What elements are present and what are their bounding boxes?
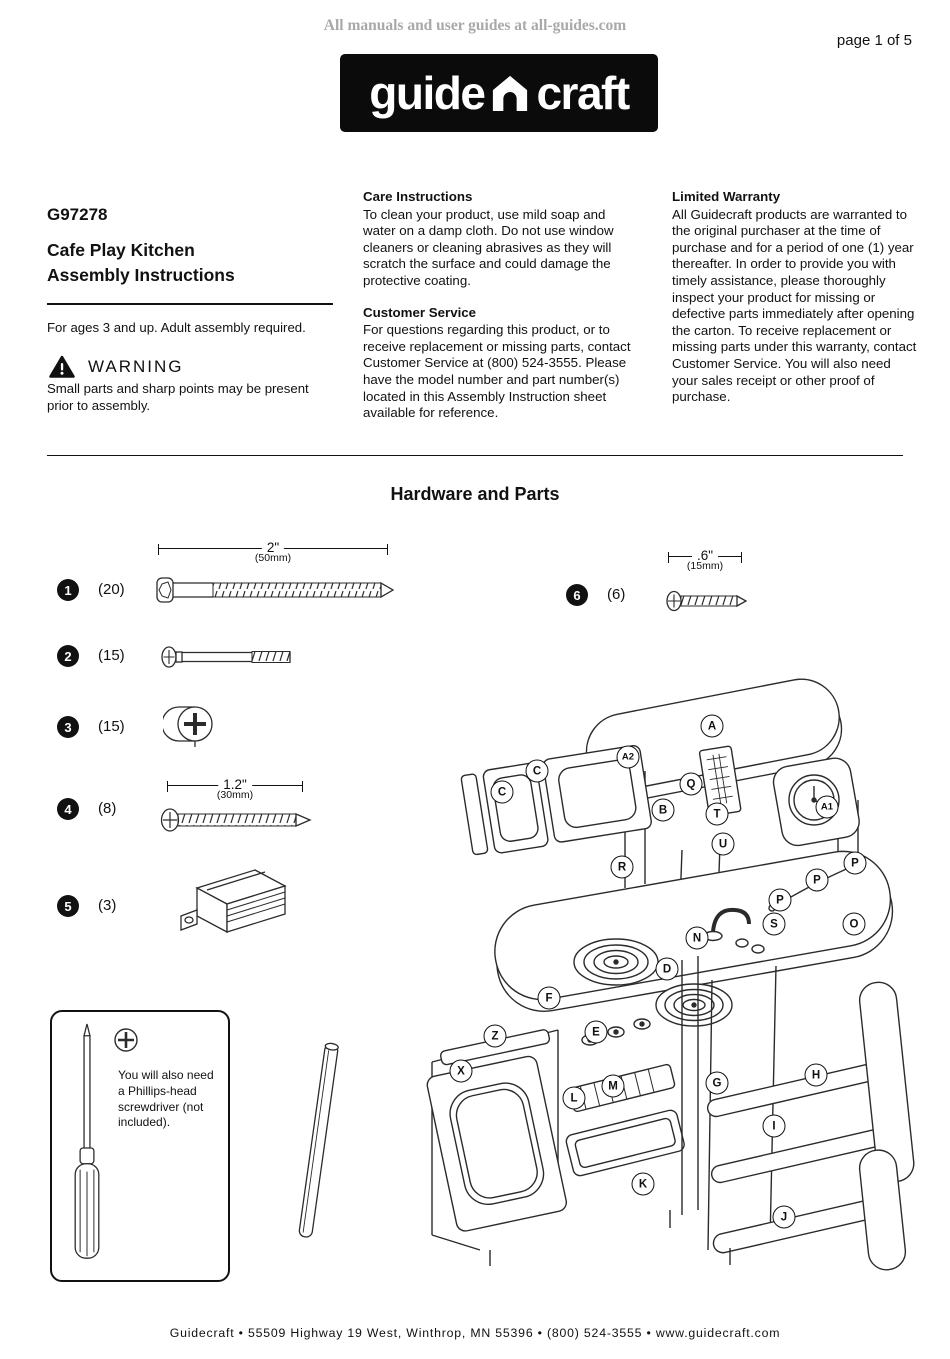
dimension-mm-1: (50mm) bbox=[254, 552, 292, 564]
warning-text: Small parts and sharp points may be present prior to assembly. bbox=[47, 381, 309, 413]
part-callout-P: P bbox=[844, 852, 867, 875]
part-callout-S: S bbox=[763, 913, 786, 936]
dimension-mm-4: (30mm) bbox=[216, 789, 254, 801]
part-callout-I: I bbox=[763, 1115, 786, 1138]
service-body: For questions regarding this product, or to receive replacement or missing parts, contact Customer Service at (800) 524-3555. Please have the model number and part number(s) located in this Assembly Instruction sheet available for reference. bbox=[363, 322, 631, 421]
hardware-qty-4: (8) bbox=[98, 800, 117, 817]
model-number: G97278 bbox=[47, 205, 108, 224]
part-callout-A1: A1 bbox=[816, 796, 839, 819]
diagram-callouts bbox=[420, 650, 920, 1278]
part-callout-E: E bbox=[585, 1021, 608, 1044]
tool-note-text: You will also need a Phillips-head screwdriver (not included). bbox=[118, 1068, 214, 1130]
hardware-qty-2: (15) bbox=[98, 647, 125, 664]
house-icon bbox=[491, 73, 529, 113]
dimension-mm-6: (15mm) bbox=[686, 560, 724, 572]
tool-note-box bbox=[50, 1010, 230, 1282]
warranty-heading: Limited Warranty bbox=[672, 189, 781, 204]
hardware-qty-6: (6) bbox=[607, 586, 626, 603]
watermark-text: All manuals and user guides at all-guides.com bbox=[323, 17, 627, 34]
product-title-line2: Assembly Instructions bbox=[47, 265, 235, 286]
cam-lock-drawing bbox=[163, 700, 219, 752]
care-service-column bbox=[363, 189, 640, 437]
small-screw-drawing bbox=[666, 588, 752, 614]
kitchen-diagram bbox=[420, 650, 920, 1278]
part-callout-G: G bbox=[706, 1072, 729, 1095]
footer-address: Guidecraft • 55509 Highway 19 West, Winthrop, MN 55396 • (800) 524-3555 • www.guidecraft.com bbox=[169, 1326, 781, 1340]
part-callout-N: N bbox=[686, 927, 709, 950]
rod-part-drawing bbox=[288, 1036, 352, 1246]
part-callout-U: U bbox=[712, 833, 735, 856]
part-callout-R: R bbox=[611, 856, 634, 879]
part-callout-P: P bbox=[769, 889, 792, 912]
part-callout-K: K bbox=[632, 1173, 655, 1196]
hardware-badge-2: 2 bbox=[57, 645, 79, 667]
part-callout-A2: A2 bbox=[617, 746, 640, 769]
title-rule bbox=[47, 303, 333, 305]
guidecraft-logo bbox=[340, 54, 658, 132]
part-callout-M: M bbox=[602, 1075, 625, 1098]
care-heading: Care Instructions bbox=[363, 189, 473, 204]
part-callout-O: O bbox=[843, 913, 866, 936]
screwdriver-drawing bbox=[64, 1022, 110, 1270]
hardware-qty-1: (20) bbox=[98, 581, 125, 598]
product-title bbox=[47, 238, 235, 289]
hardware-qty-5: (3) bbox=[98, 897, 117, 914]
phillips-icon bbox=[112, 1026, 140, 1054]
product-title-line1: Cafe Play Kitchen bbox=[47, 240, 195, 260]
part-callout-J: J bbox=[773, 1206, 796, 1229]
warranty-body: All Guidecraft products are warranted to the original purchaser at the time of purchase and for a period of one (1) year thereafter. In order to provide you with timely assistance, please thoroughly inspect your product for missing or defective parts immediately after opening the carton. To receive replacement or missing parts under this warranty, contact Customer Service. You will also need your sales receipt or other proof of purchase. bbox=[672, 206, 917, 405]
part-callout-L: L bbox=[563, 1087, 586, 1110]
dimension-bracket-1 bbox=[158, 540, 388, 564]
hardware-qty-3: (15) bbox=[98, 718, 125, 735]
hardware-badge-1: 1 bbox=[57, 579, 79, 601]
dimension-label-6: .6" bbox=[692, 548, 718, 563]
magnet-catch-drawing bbox=[175, 858, 297, 946]
part-callout-A: A bbox=[701, 715, 724, 738]
short-screw-drawing bbox=[160, 806, 312, 834]
part-callout-X: X bbox=[450, 1060, 473, 1083]
part-callout-T: T bbox=[706, 803, 729, 826]
age-note: For ages 3 and up. Adult assembly required. bbox=[47, 320, 306, 335]
long-screw-drawing bbox=[155, 572, 395, 608]
connector-bolt-drawing bbox=[160, 644, 300, 670]
logo-word-left: guide bbox=[369, 67, 485, 119]
dimension-label-4: 1.2" bbox=[218, 777, 252, 792]
part-callout-H: H bbox=[805, 1064, 828, 1087]
warning-icon bbox=[49, 355, 75, 379]
part-callout-P: P bbox=[806, 869, 829, 892]
service-heading: Customer Service bbox=[363, 304, 477, 320]
hardware-badge-6: 6 bbox=[566, 584, 588, 606]
logo-word-right: craft bbox=[536, 67, 629, 119]
page-indicator: page 1 of 5 bbox=[836, 32, 912, 49]
part-callout-F: F bbox=[538, 987, 561, 1010]
part-callout-Q: Q bbox=[680, 773, 703, 796]
hardware-badge-4: 4 bbox=[57, 798, 79, 820]
hardware-heading: Hardware and Parts bbox=[390, 484, 560, 504]
dimension-label-1: 2" bbox=[262, 540, 284, 555]
warranty-column bbox=[672, 189, 918, 421]
part-callout-B: B bbox=[652, 799, 675, 822]
part-callout-D: D bbox=[656, 958, 679, 981]
part-callout-C: C bbox=[491, 781, 514, 804]
warning-row bbox=[49, 355, 184, 379]
part-callout-C: C bbox=[526, 760, 549, 783]
dimension-bracket-4 bbox=[167, 777, 303, 801]
care-body: To clean your product, use mild soap and water on a damp cloth. Do not use window cleaners or cleaning abrasives as they will scratch the surface and could damage the protective coating. bbox=[363, 206, 614, 289]
hardware-badge-5: 5 bbox=[57, 895, 79, 917]
section-divider bbox=[47, 455, 903, 456]
dimension-bracket-6 bbox=[668, 548, 742, 572]
part-callout-Z: Z bbox=[484, 1025, 507, 1048]
hardware-badge-3: 3 bbox=[57, 716, 79, 738]
warning-label: WARNING bbox=[88, 357, 184, 376]
